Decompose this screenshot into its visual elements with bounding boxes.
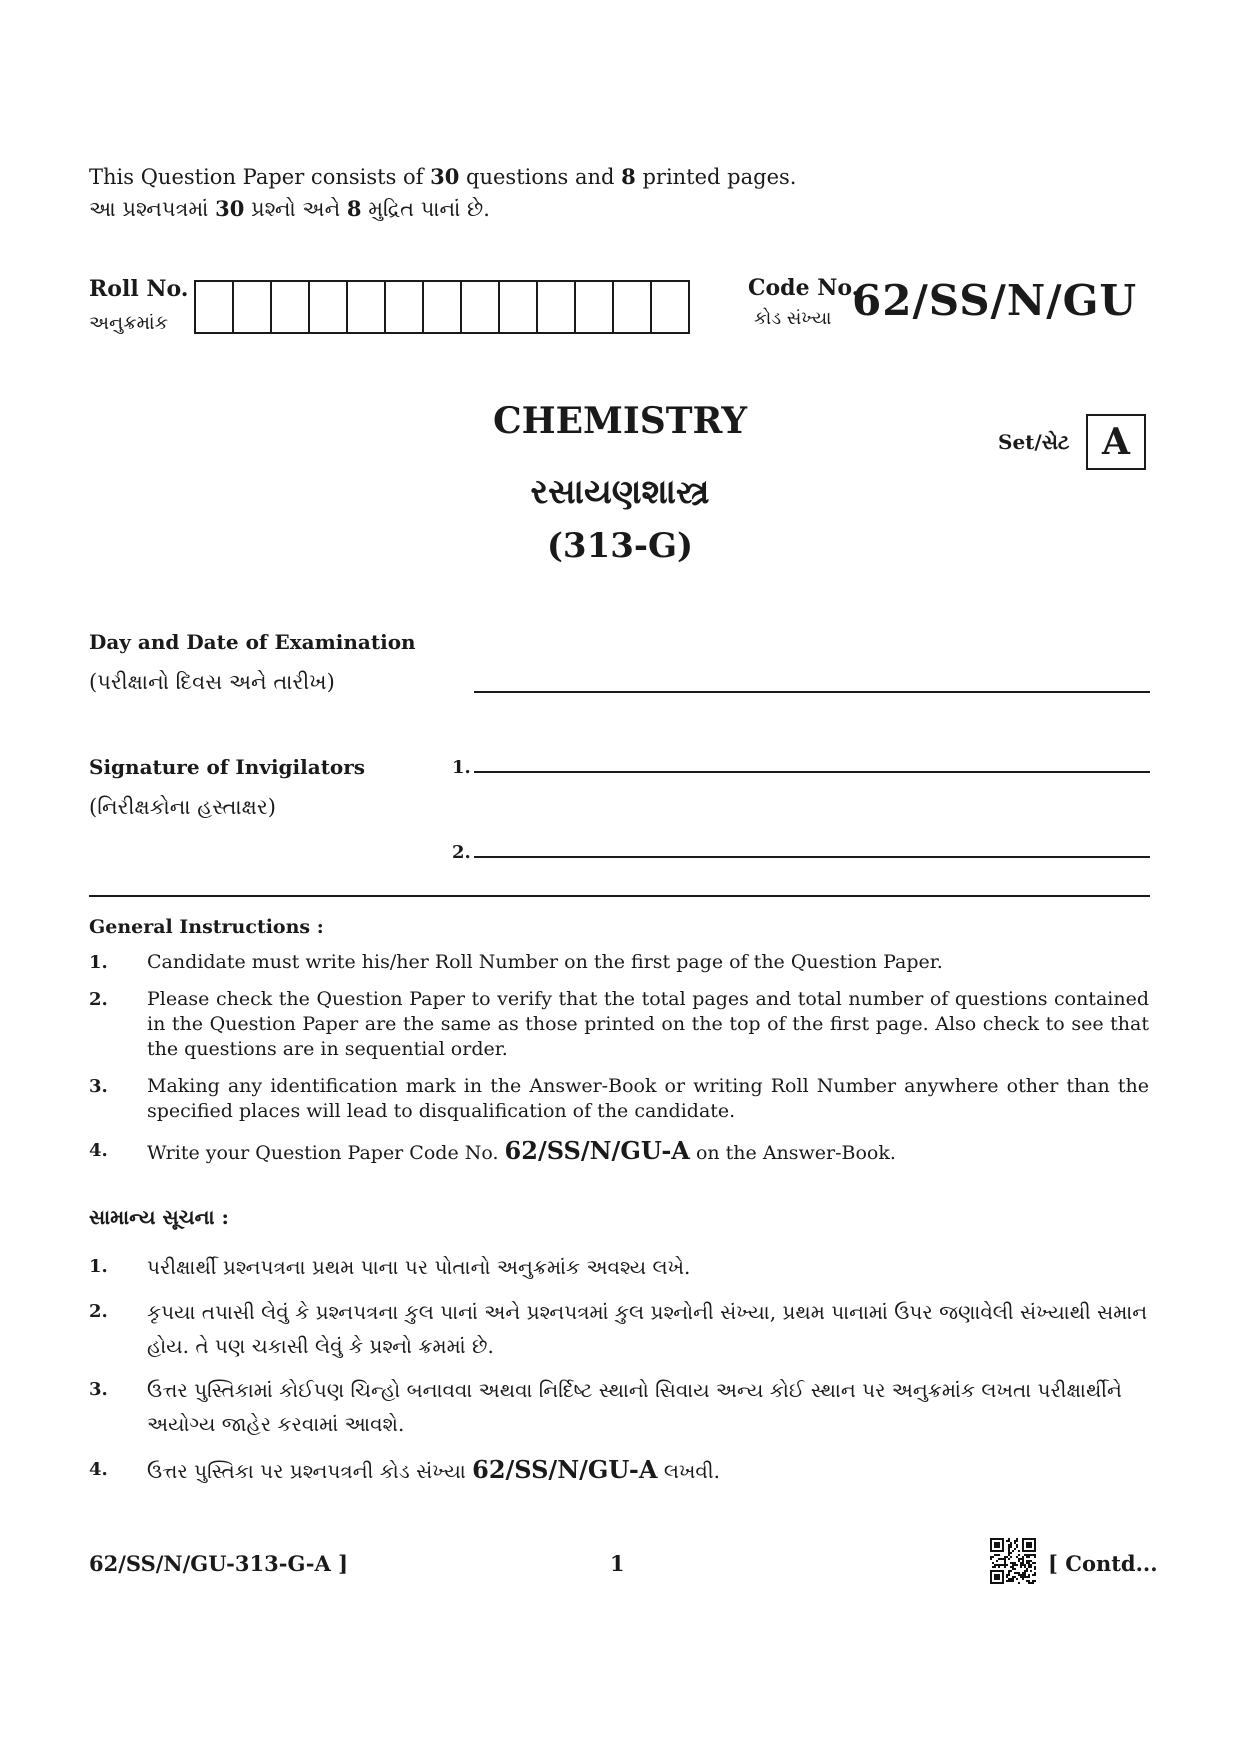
subject-code: (313-G)	[546, 526, 694, 566]
qr-code-icon	[990, 1538, 1036, 1584]
instruction-text: Please check the Question Paper to verify that the total pages and total number of questions contained in the Question Paper are the same as those printed on the top of the first page. Also check to see that the questions are in sequential order.	[147, 988, 1149, 1060]
instruction-item	[89, 1074, 1149, 1124]
instruction-text	[147, 1138, 1149, 1166]
instruction-item-gu	[89, 1373, 1149, 1441]
signature-2-number: 2.	[452, 842, 471, 863]
roll-number-box[interactable]	[614, 282, 652, 332]
general-instructions-title: General Instructions :	[89, 916, 324, 938]
roll-number-box[interactable]	[310, 282, 348, 332]
paper-code-inline: 62/SS/N/GU-A	[504, 1136, 690, 1165]
intro-text-gu: આ પ્રશ્નપત્રમાં	[89, 197, 216, 221]
instruction-text: Candidate must write his/her Roll Number on the first page of the Question Paper.	[147, 951, 943, 973]
roll-number-box[interactable]	[500, 282, 538, 332]
instruction-text-part: Write your Question Paper Code No.	[147, 1142, 505, 1164]
instruction-text-part: ઉત્તર પુસ્તિકા પર પ્રશ્નપત્રની કોડ સંખ્યા	[147, 1459, 473, 1483]
footer-paper-code: 62/SS/N/GU-313-G-A ]	[89, 1551, 349, 1576]
intro-text-gu: પ્રશ્નો અને	[244, 197, 347, 221]
paper-code-inline: 62/SS/N/GU-A	[472, 1455, 658, 1484]
code-number-label-gu: કોડ સંખ્યા	[754, 308, 832, 329]
instruction-item-gu	[89, 1295, 1149, 1363]
intro-english	[89, 164, 796, 189]
instruction-number: 2.	[89, 1301, 108, 1322]
questions-count: 30	[430, 164, 460, 189]
roll-number-box[interactable]	[234, 282, 272, 332]
roll-number-box[interactable]	[576, 282, 614, 332]
intro-text: questions and	[459, 165, 622, 189]
instruction-item	[89, 1138, 1149, 1166]
exam-date-label: Day and Date of Examination	[89, 630, 416, 654]
questions-count: 30	[215, 196, 245, 221]
roll-number-label-gu: અનુક્રમાંક	[89, 312, 169, 334]
roll-number-label: Roll No.	[89, 276, 189, 302]
section-divider	[89, 895, 1150, 897]
intro-gujarati	[89, 196, 490, 222]
instruction-item	[89, 987, 1149, 1062]
instruction-item	[89, 950, 1149, 975]
roll-number-box[interactable]	[424, 282, 462, 332]
page-number: 1	[610, 1551, 625, 1576]
instruction-text-part: on the Answer-Book.	[689, 1142, 896, 1164]
instruction-number: 3.	[89, 1379, 108, 1400]
roll-number-boxes[interactable]	[194, 280, 690, 334]
instruction-text-gu: કૃપયા તપાસી લેવું કે પ્રશ્નપત્રના કુલ પાનાં અને પ્રશ્નપત્રમાં કુલ પ્રશ્નોની સંખ્યા, પ્રથમ પાનામાં ઉપર જણાવેલી સંખ્યાથી સમાન હોય. તે પણ ચકાસી લેવું કે પ્રશ્નો ક્રમમાં છે.	[147, 1300, 1148, 1358]
pages-count: 8	[346, 196, 362, 221]
code-number-value: 62/SS/N/GU	[852, 276, 1138, 325]
subject-title-gu: રસાયણશાસ્ત્ર	[530, 472, 710, 512]
instruction-text: Making any identification mark in the Answer-Book or writing Roll Number anywhere other than the specified places will lead to disqualification of the candidate.	[147, 1075, 1149, 1122]
instruction-item-gu	[89, 1453, 1149, 1488]
instruction-text-gu	[147, 1453, 1149, 1488]
continued-label: [ Contd...	[1048, 1551, 1158, 1576]
set-label: Set/સેટ	[998, 430, 1070, 454]
signature-1-line[interactable]	[474, 771, 1150, 773]
roll-number-box[interactable]	[348, 282, 386, 332]
intro-text-gu: મુદ્રિત પાનાં છે.	[361, 197, 490, 221]
exam-date-line[interactable]	[474, 691, 1150, 693]
invigilators-label: Signature of Invigilators	[89, 755, 366, 779]
signature-2-line[interactable]	[474, 856, 1150, 858]
invigilators-label-gu: (નિરીક્ષકોના હસ્તાક્ષર)	[89, 795, 276, 819]
instruction-number: 4.	[89, 1459, 108, 1480]
roll-number-box[interactable]	[196, 282, 234, 332]
pages-count: 8	[621, 164, 636, 189]
exam-date-label-gu: (પરીક્ષાનો દિવસ અને તારીખ)	[89, 670, 335, 694]
roll-number-box[interactable]	[462, 282, 500, 332]
roll-number-box[interactable]	[386, 282, 424, 332]
instruction-text-gu: પરીક્ષાર્થી પ્રશ્નપત્રના પ્રથમ પાના પર પોતાનો અનુક્રમાંક અવશ્ય લખે.	[147, 1255, 691, 1279]
instruction-number: 4.	[89, 1140, 108, 1161]
roll-number-box[interactable]	[272, 282, 310, 332]
subject-title: CHEMISTRY	[492, 400, 748, 442]
instruction-number: 1.	[89, 1256, 108, 1277]
instruction-text-part: લખવી.	[657, 1459, 720, 1483]
instruction-number: 3.	[89, 1076, 108, 1097]
roll-number-box[interactable]	[652, 282, 688, 332]
instruction-number: 1.	[89, 952, 108, 973]
intro-text: printed pages.	[635, 165, 797, 189]
code-number-label: Code No.	[748, 275, 860, 301]
instruction-item-gu	[89, 1250, 1149, 1284]
general-instructions-title-gu: સામાન્ય સૂચના :	[89, 1205, 229, 1229]
signature-1-number: 1.	[452, 757, 471, 778]
intro-text: This Question Paper consists of	[89, 165, 431, 189]
set-value: A	[1086, 414, 1146, 470]
instruction-number: 2.	[89, 989, 108, 1010]
roll-number-box[interactable]	[538, 282, 576, 332]
instruction-text-gu: ઉત્તર પુસ્તિકામાં કોઈપણ ચિન્હો બનાવવા અથવા નિર્દિષ્ટ સ્થાનો સિવાય અન્ય કોઈ સ્થાન પર અનુક્રમાંક લખતા પરીક્ષાર્થીને અયોગ્ય જાહેર કરવામાં આવશે.	[147, 1378, 1122, 1436]
